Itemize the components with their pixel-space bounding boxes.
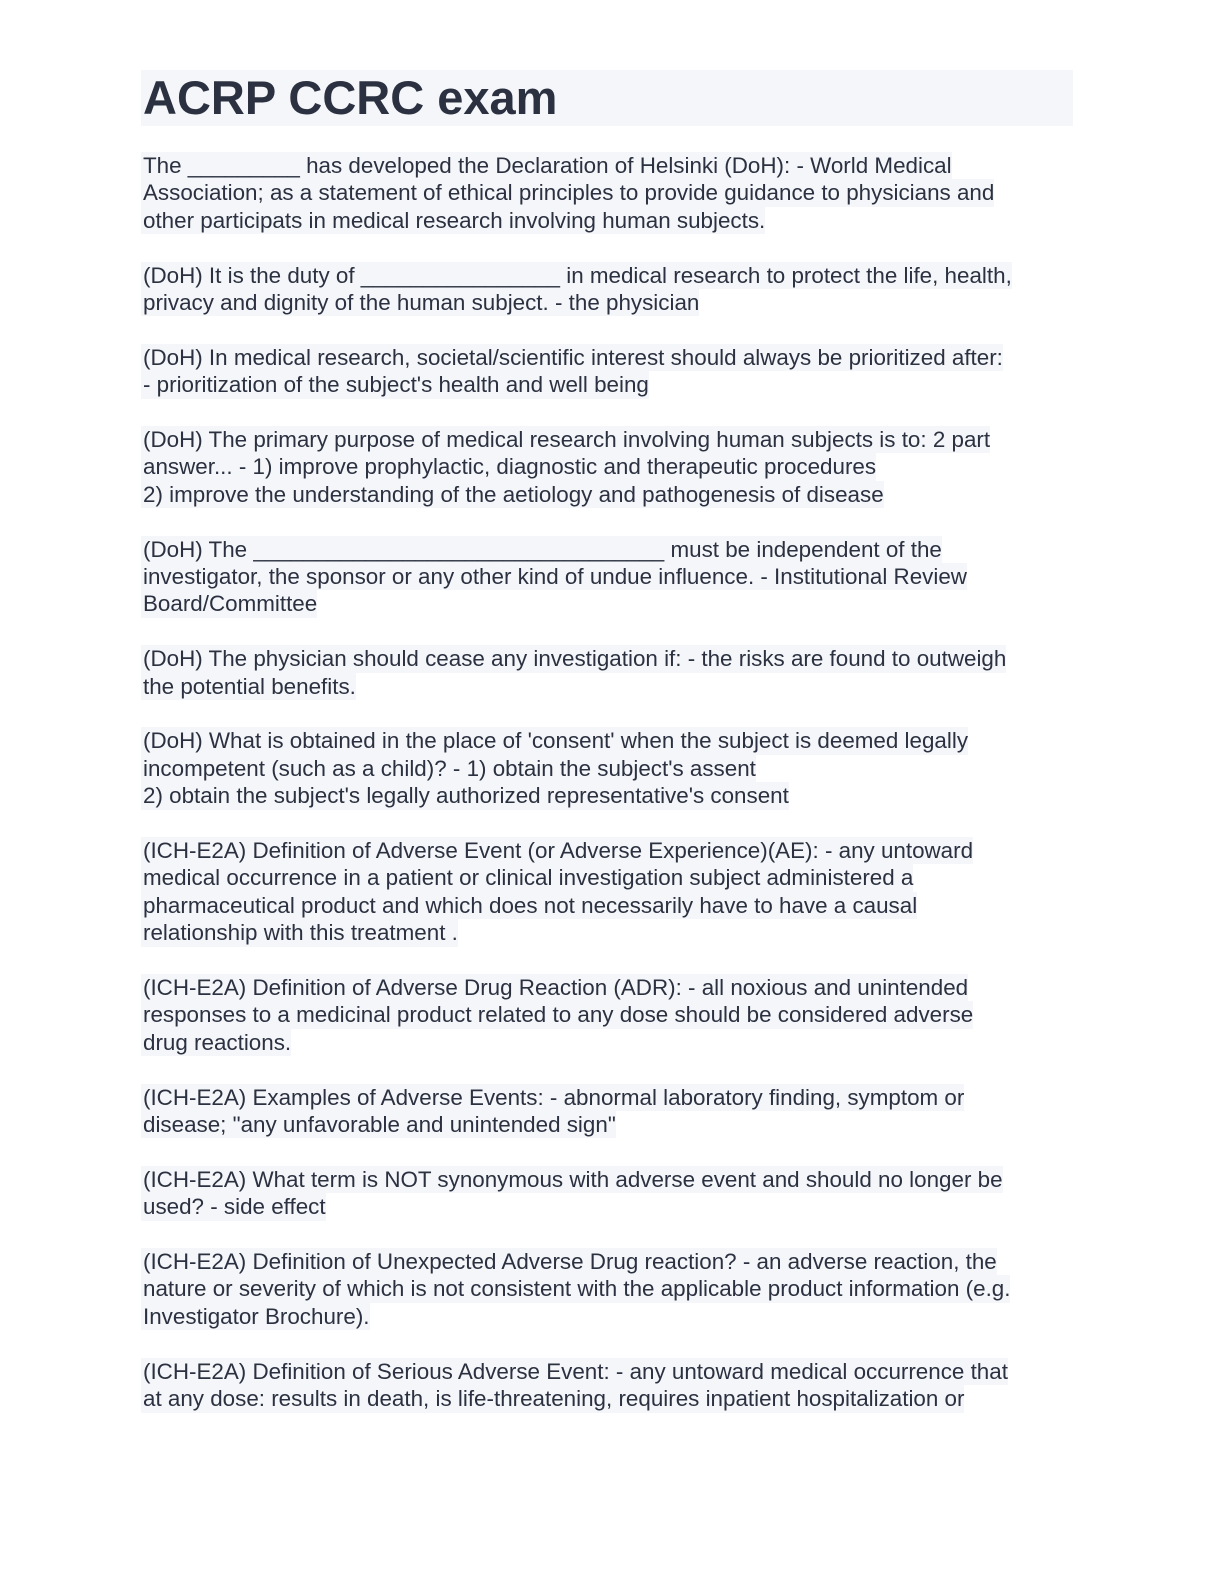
- qa-entry-10: [141, 1084, 1073, 1139]
- entry-line: drug reactions.: [143, 1029, 292, 1055]
- entry-line: relationship with this treatment .: [143, 920, 458, 946]
- entry-line: (ICH-E2A) Examples of Adverse Events: - abnormal laboratory finding, symptom or: [143, 1084, 965, 1110]
- entry-line: answer... - 1) improve prophylactic, diagnostic and therapeutic procedures: [143, 454, 877, 480]
- entry-line: (ICH-E2A) Definition of Adverse Event (or Adverse Experience)(AE): - any untoward: [143, 838, 974, 864]
- entry-line: the potential benefits.: [143, 673, 356, 699]
- entry-line: incompetent (such as a child)? - 1) obtain the subject's assent: [143, 755, 756, 781]
- entry-line: Investigator Brochure).: [143, 1303, 370, 1329]
- entry-line: nature or severity of which is not consistent with the applicable product information (e.g.: [143, 1276, 1011, 1302]
- entry-line: (ICH-E2A) Definition of Adverse Drug Reaction (ADR): - all noxious and unintended: [143, 975, 969, 1001]
- page-title: ACRP CCRC exam: [141, 70, 1073, 126]
- entry-line: (DoH) The physician should cease any investigation if: - the risks are found to outweigh: [143, 646, 1007, 672]
- entry-line: The _________ has developed the Declaration of Helsinki (DoH): - World Medical: [143, 153, 952, 178]
- entry-line: (ICH-E2A) What term is NOT synonymous with adverse event and should no longer be: [143, 1166, 1003, 1192]
- qa-entry-12: [141, 1248, 1073, 1330]
- qa-entry-5: [141, 536, 1073, 618]
- qa-entry-13: [141, 1358, 1073, 1413]
- entry-line: Board/Committee: [143, 591, 318, 617]
- document-page: [141, 70, 1073, 1440]
- entry-line: privacy and dignity of the human subject. - the physician: [143, 290, 700, 316]
- entry-line: (DoH) It is the duty of ________________ in medical research to protect the life, health,: [143, 262, 1012, 288]
- qa-entry-3: [141, 344, 1073, 399]
- entry-line: 2) improve the understanding of the aetiology and pathogenesis of disease: [143, 481, 884, 507]
- entry-line: at any dose: results in death, is life-threatening, requires inpatient hospitalization or: [143, 1386, 965, 1412]
- entry-line: (DoH) The _________________________________ must be independent of the: [143, 536, 942, 562]
- entry-line: investigator, the sponsor or any other kind of undue influence. - Institutional Review: [143, 564, 967, 590]
- entry-line: - prioritization of the subject's health and well being: [143, 372, 649, 398]
- qa-entry-6: [141, 645, 1073, 700]
- entry-line: 2) obtain the subject's legally authorized representative's consent: [143, 783, 789, 809]
- entry-line: (ICH-E2A) Definition of Serious Adverse Event: - any untoward medical occurrence that: [143, 1358, 1008, 1384]
- entry-line: Association; as a statement of ethical principles to provide guidance to physicians and: [143, 180, 995, 206]
- qa-entry-1: [141, 152, 1073, 234]
- entry-line: other participats in medical research involving human subjects.: [143, 207, 766, 233]
- qa-entry-8: [141, 837, 1073, 947]
- entry-line: (DoH) In medical research, societal/scientific interest should always be prioritized after:: [143, 344, 1003, 370]
- entry-line: (ICH-E2A) Definition of Unexpected Adverse Drug reaction? - an adverse reaction, the: [143, 1249, 997, 1275]
- entry-line: responses to a medicinal product related to any dose should be considered adverse: [143, 1002, 974, 1028]
- entry-line: pharmaceutical product and which does not necessarily have to have a causal: [143, 892, 918, 918]
- qa-entry-4: [141, 426, 1073, 508]
- entry-line: (DoH) The primary purpose of medical research involving human subjects is to: 2 part: [143, 427, 991, 453]
- qa-entry-9: [141, 974, 1073, 1056]
- qa-entry-2: [141, 262, 1073, 317]
- qa-entry-11: [141, 1166, 1073, 1221]
- entry-line: (DoH) What is obtained in the place of 'consent' when the subject is deemed legally: [143, 728, 969, 754]
- entry-line: disease; "any unfavorable and unintended sign": [143, 1112, 616, 1138]
- entry-line: medical occurrence in a patient or clinical investigation subject administered a: [143, 865, 914, 891]
- qa-entry-7: [141, 727, 1073, 809]
- entry-line: used? - side effect: [143, 1194, 326, 1220]
